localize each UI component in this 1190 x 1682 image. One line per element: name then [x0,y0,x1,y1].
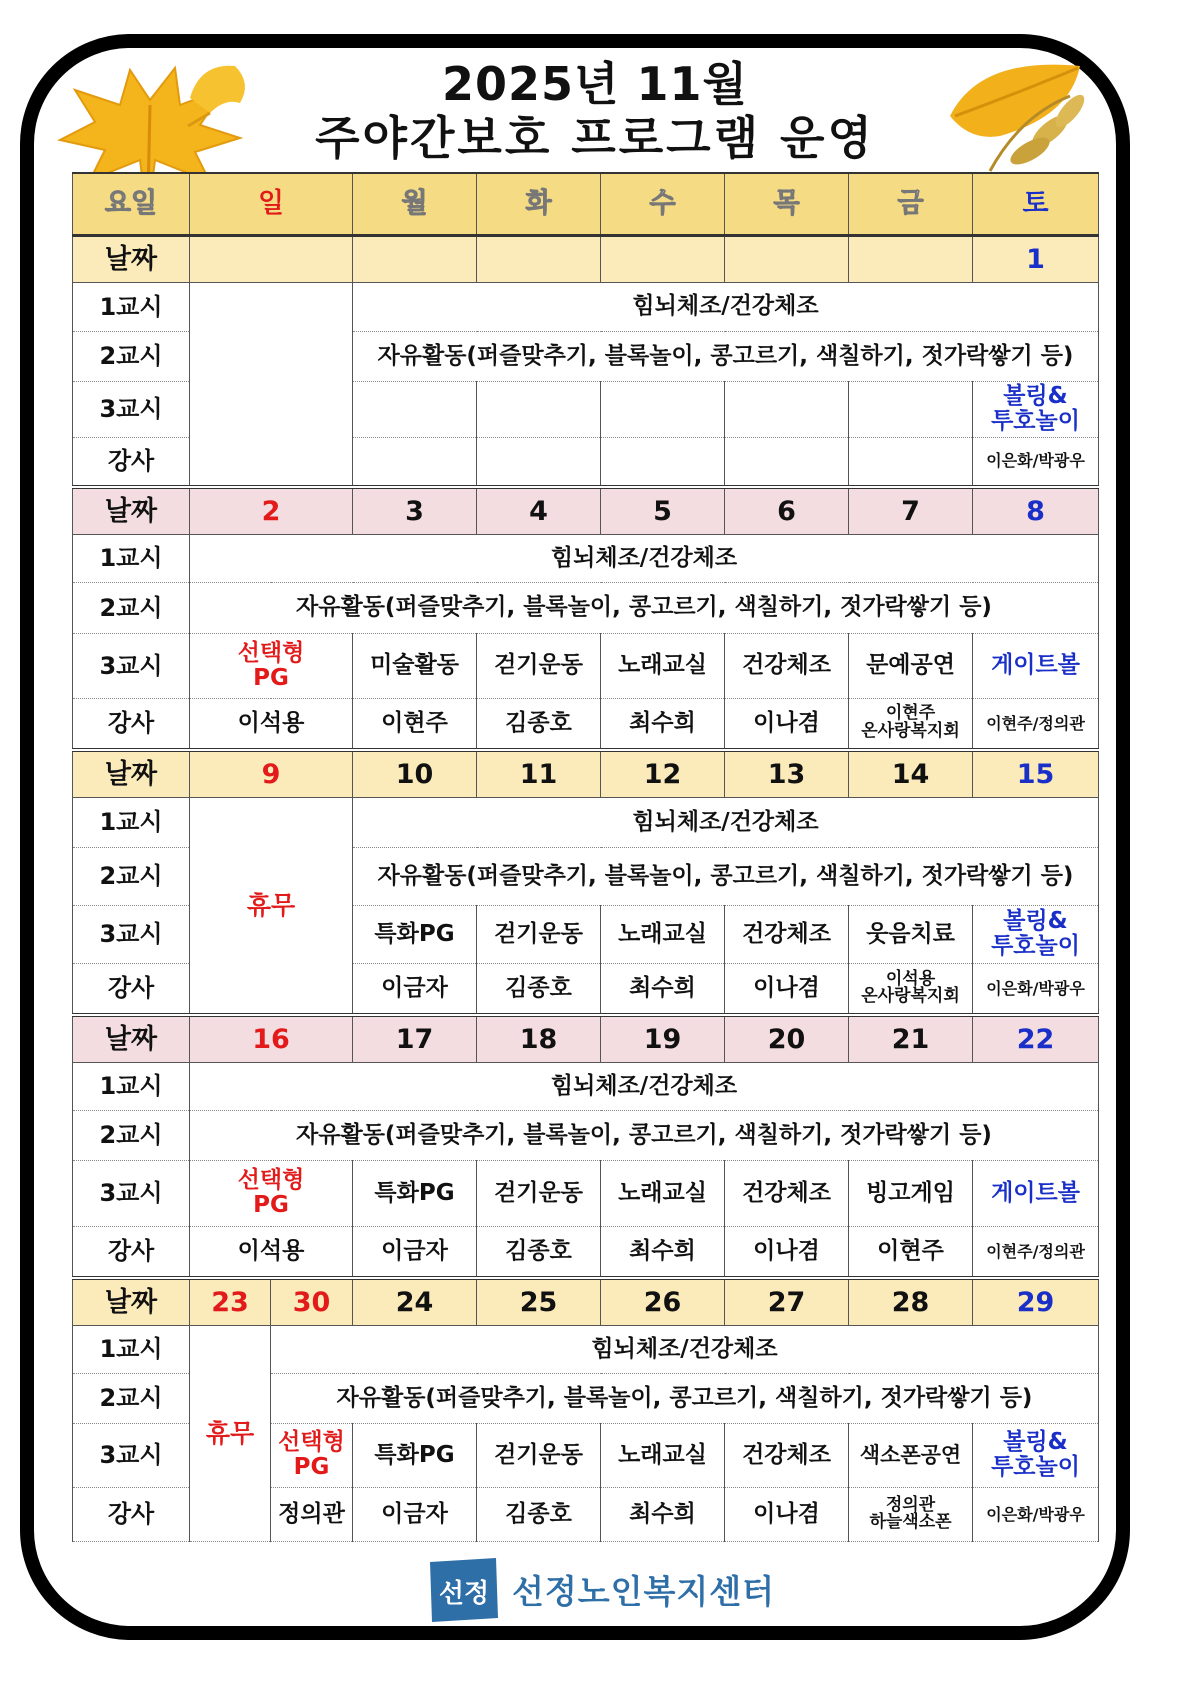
p3-cell: 건강체조 [725,634,849,698]
teacher-cell: 이은화/박광우 [973,963,1099,1015]
p3-cell: 게이트볼 [973,1160,1099,1226]
date-cell: 18 [477,1015,601,1063]
row-label-p2: 2교시 [73,331,190,381]
p3-cell: 볼링& 투호놀이 [973,905,1099,963]
header-wed: 수 [601,173,725,235]
p3-cell: 노래교실 [601,1423,725,1487]
p3-cell: 걷기운동 [477,905,601,963]
row-label-p3: 3교시 [73,381,190,437]
schedule-table [72,172,1099,1542]
p3-cell: 특화PG [353,905,477,963]
rest-day-cell: 휴무 [190,1326,271,1542]
p3-cell: 색소폰공연 [849,1423,973,1487]
teacher-cell: 정의관 하늘색소폰 [849,1487,973,1541]
week3-p1-row [73,798,1099,848]
p3-cell [477,381,601,437]
rest-day-cell: 휴무 [190,798,353,1016]
teacher-cell [477,437,601,487]
header-mon: 월 [353,173,477,235]
p1-activity: 힘뇌체조/건강체조 [190,1063,1099,1111]
week5-date-row [73,1278,1099,1326]
teacher-cell: 이나겸 [725,698,849,750]
date-cell: 2 [190,487,353,535]
week2-p1-row [73,535,1099,583]
p3-cell: 특화PG [353,1423,477,1487]
teacher-cell: 이현주 [353,698,477,750]
teacher-cell: 최수희 [601,1487,725,1541]
teacher-cell: 이현주 [849,1226,973,1278]
week5-p1-row [73,1326,1099,1374]
row-label-teacher: 강사 [73,698,190,750]
week2-p3-row [73,634,1099,698]
teacher-cell: 김종호 [477,698,601,750]
teacher-cell: 김종호 [477,1226,601,1278]
p3-cell: 미술활동 [353,634,477,698]
p3-cell: 웃음치료 [849,905,973,963]
date-cell: 9 [190,750,353,798]
p1-activity: 힘뇌체조/건강체조 [353,283,1099,332]
header-tue: 화 [477,173,601,235]
teacher-cell: 이은화/박광우 [973,437,1099,487]
week4-p2-row [73,1110,1099,1160]
p3-cell [353,381,477,437]
date-cell: 4 [477,487,601,535]
date-cell: 12 [601,750,725,798]
week4-p1-row [73,1063,1099,1111]
row-label-p3: 3교시 [73,634,190,698]
p2-activity: 자유활동(퍼즐맞추기, 블록놀이, 콩고르기, 색칠하기, 젓가락쌓기 등) [271,1373,1099,1423]
date-cell: 8 [973,487,1099,535]
teacher-cell: 김종호 [477,963,601,1015]
row-label-p2: 2교시 [73,1373,190,1423]
date-cell: 1 [973,235,1099,283]
teacher-cell: 이현주/정의관 [973,1226,1099,1278]
row-label-p2: 2교시 [73,847,190,905]
teacher-cell: 최수희 [601,963,725,1015]
teacher-cell: 이석용 온사랑복지회 [849,963,973,1015]
date-cell [849,235,973,283]
p2-activity: 자유활동(퍼즐맞추기, 블록놀이, 콩고르기, 색칠하기, 젓가락쌓기 등) [190,582,1099,634]
row-label-p1: 1교시 [73,283,190,332]
date-cell: 28 [849,1278,973,1326]
teacher-cell [353,437,477,487]
teacher-cell: 이석용 [190,698,353,750]
row-label-p1: 1교시 [73,1063,190,1111]
teacher-cell: 이금자 [353,1487,477,1541]
date-cell [477,235,601,283]
date-cell: 15 [973,750,1099,798]
p3-cell: 선택형 PG [271,1423,353,1487]
row-label-teacher: 강사 [73,1226,190,1278]
date-cell: 10 [353,750,477,798]
teacher-cell: 이나겸 [725,1226,849,1278]
week4-teacher-row [73,1226,1099,1278]
title-program: 주야간보호 프로그램 운영 [315,111,875,165]
teacher-cell: 정의관 [271,1487,353,1541]
week2-date-row [73,487,1099,535]
p3-cell: 게이트볼 [973,634,1099,698]
header-sat: 토 [973,173,1099,235]
p3-cell [725,381,849,437]
row-label-date: 날짜 [73,750,190,798]
teacher-cell: 이현주/정의관 [973,698,1099,750]
row-label-p1: 1교시 [73,535,190,583]
p3-cell: 노래교실 [601,634,725,698]
date-cell [353,235,477,283]
date-cell: 30 [271,1278,353,1326]
row-label-teacher: 강사 [73,437,190,487]
logo-glyph: 선정 [438,1579,490,1609]
date-cell: 5 [601,487,725,535]
date-cell [725,235,849,283]
teacher-cell [601,437,725,487]
date-cell: 20 [725,1015,849,1063]
date-cell: 3 [353,487,477,535]
teacher-cell: 최수희 [601,698,725,750]
p3-cell: 건강체조 [725,1423,849,1487]
p3-cell: 노래교실 [601,1160,725,1226]
date-cell: 22 [973,1015,1099,1063]
date-cell: 23 [190,1278,271,1326]
week1-date-row [73,235,1099,283]
header-label: 요일 [73,173,190,235]
date-cell: 7 [849,487,973,535]
date-cell: 16 [190,1015,353,1063]
p3-cell: 볼링& 투호놀이 [973,1423,1099,1487]
p2-activity: 자유활동(퍼즐맞추기, 블록놀이, 콩고르기, 색칠하기, 젓가락쌓기 등) [353,331,1099,381]
row-label-p3: 3교시 [73,905,190,963]
p1-activity: 힘뇌체조/건강체조 [353,798,1099,848]
date-cell: 27 [725,1278,849,1326]
empty-sunday-block [190,283,353,487]
teacher-cell: 이금자 [353,963,477,1015]
p3-cell: 건강체조 [725,905,849,963]
teacher-cell: 최수희 [601,1226,725,1278]
p3-cell: 노래교실 [601,905,725,963]
date-cell [601,235,725,283]
row-label-p2: 2교시 [73,1110,190,1160]
week3-date-row [73,750,1099,798]
title-month: 2025년 11월 [442,57,748,111]
week4-p3-row [73,1160,1099,1226]
teacher-cell: 김종호 [477,1487,601,1541]
row-label-date: 날짜 [73,235,190,283]
date-cell: 11 [477,750,601,798]
p3-cell: 건강체조 [725,1160,849,1226]
date-cell: 14 [849,750,973,798]
date-cell: 21 [849,1015,973,1063]
p3-cell: 문예공연 [849,634,973,698]
row-label-p1: 1교시 [73,1326,190,1374]
teacher-cell: 이석용 [190,1226,353,1278]
date-cell: 6 [725,487,849,535]
header-thu: 목 [725,173,849,235]
date-cell: 26 [601,1278,725,1326]
week4-date-row [73,1015,1099,1063]
week2-teacher-row [73,698,1099,750]
p3-cell: 걷기운동 [477,634,601,698]
teacher-cell: 이은화/박광우 [973,1487,1099,1541]
center-logo-icon [426,1556,502,1624]
week1-p1-row [73,283,1099,332]
p3-cell: 걷기운동 [477,1423,601,1487]
week2-p2-row [73,582,1099,634]
row-label-p3: 3교시 [73,1423,190,1487]
teacher-cell: 이금자 [353,1226,477,1278]
p1-activity: 힘뇌체조/건강체조 [190,535,1099,583]
p3-cell: 선택형 PG [190,1160,353,1226]
date-cell [190,235,353,283]
teacher-cell: 이나겸 [725,963,849,1015]
p3-cell: 선택형 PG [190,634,353,698]
p3-cell [601,381,725,437]
teacher-cell [725,437,849,487]
weekday-header-row [73,173,1099,235]
p2-activity: 자유활동(퍼즐맞추기, 블록놀이, 콩고르기, 색칠하기, 젓가락쌓기 등) [190,1110,1099,1160]
date-cell: 17 [353,1015,477,1063]
row-label-p1: 1교시 [73,798,190,848]
header-sun: 일 [190,173,353,235]
row-label-p2: 2교시 [73,582,190,634]
row-label-date: 날짜 [73,487,190,535]
p2-activity: 자유활동(퍼즐맞추기, 블록놀이, 콩고르기, 색칠하기, 젓가락쌓기 등) [353,847,1099,905]
p3-cell: 빙고게임 [849,1160,973,1226]
p3-cell: 볼링& 투호놀이 [973,381,1099,437]
teacher-cell [849,437,973,487]
date-cell: 19 [601,1015,725,1063]
row-label-p3: 3교시 [73,1160,190,1226]
p3-cell: 특화PG [353,1160,477,1226]
date-cell: 13 [725,750,849,798]
teacher-cell: 이나겸 [725,1487,849,1541]
center-name: 선정노인복지센터 [512,1572,776,1611]
teacher-cell: 이현주 온사랑복지회 [849,698,973,750]
date-cell: 24 [353,1278,477,1326]
row-label-teacher: 강사 [73,1487,190,1541]
p1-activity: 힘뇌체조/건강체조 [271,1326,1099,1374]
row-label-date: 날짜 [73,1015,190,1063]
row-label-date: 날짜 [73,1278,190,1326]
p3-cell: 걷기운동 [477,1160,601,1226]
date-cell: 25 [477,1278,601,1326]
p3-cell [849,381,973,437]
row-label-teacher: 강사 [73,963,190,1015]
header-fri: 금 [849,173,973,235]
date-cell: 29 [973,1278,1099,1326]
